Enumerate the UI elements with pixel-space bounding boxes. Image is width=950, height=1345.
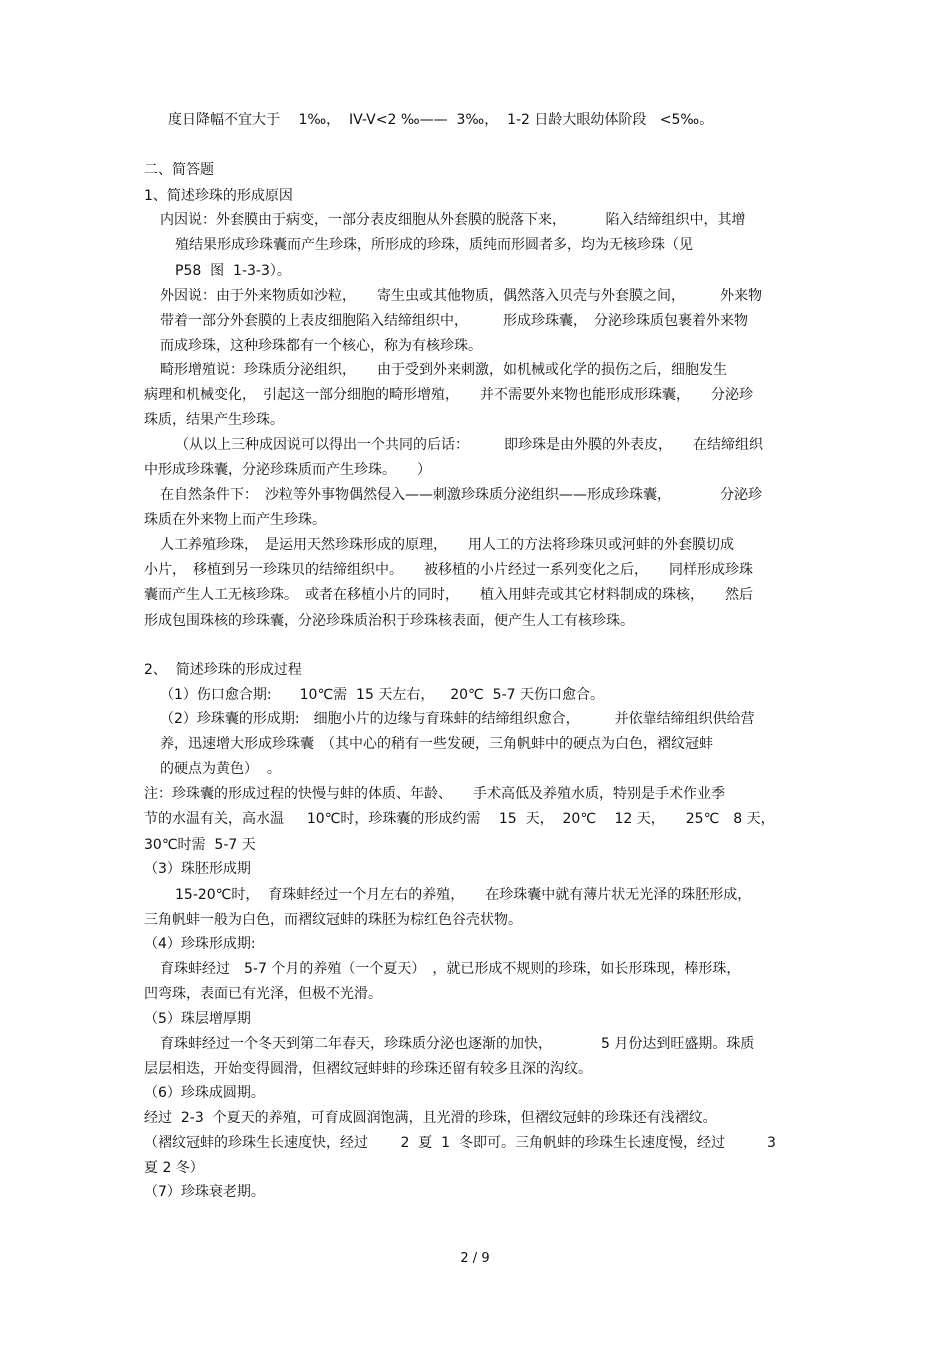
text-line: （1）伤口愈合期: 10℃需 15 天左右， 20℃ 5-7 天伤口愈合。 <box>160 687 604 703</box>
text-line: 30℃时需 5-7 天 <box>144 837 256 853</box>
text-line: 内因说：外套膜由于病变，一部分表皮细胞从外套膜的脱落下来， 陷入结缔组织中，其增 <box>160 212 746 228</box>
text-line: 经过 2-3 个夏天的养殖，可育成圆润饱满，且光滑的珍珠，但褶纹冠蚌的珍珠还有浅褶纹。 <box>144 1110 717 1126</box>
text-line: 层层相迭，开始变得圆滑，但褶纹冠蚌蚌的珍珠还留有较多且深的沟纹。 <box>144 1061 592 1077</box>
text-line: 珠质在外来物上而产生珍珠。 <box>144 512 326 528</box>
text-line: 的硬点为黄色） 。 <box>160 761 281 777</box>
page-number: 2 / 9 <box>460 1251 490 1266</box>
text-line: 殖结果形成珍珠囊而产生珍珠，所形成的珍珠，质纯而形圆者多，均为无核珍珠（见 <box>175 237 693 253</box>
text-line: 珠质，结果产生珍珠。 <box>144 412 284 428</box>
text-line: 畸形增殖说：珍珠质分泌组织， 由于受到外来刺激，如机械或化学的损伤之后，细胞发生 <box>160 362 727 378</box>
text-line: 在自然条件下： 沙粒等外事物偶然侵入——刺激珍珠质分泌组织——形成珍珠囊， 分泌珍 <box>160 487 762 503</box>
text-line: 凹弯珠，表面已有光泽，但极不光滑。 <box>144 986 382 1002</box>
text-line: 育珠蚌经过一个冬天到第二年春天，珍珠质分泌也逐渐的加快， 5 月份达到旺盛期。珠质 <box>160 1036 755 1052</box>
text-line: 病理和机械变化， 引起这一部分细胞的畸形增殖， 并不需要外来物也能形成形珠囊， 分泌珍 <box>144 387 753 403</box>
text-line: 夏 2 冬） <box>144 1160 204 1176</box>
text-line: （褶纹冠蚌的珍珠生长速度快，经过 2 夏 1 冬即可。三角帆蚌的珍珠生长速度慢，经过 3 <box>144 1135 776 1151</box>
text-line: 15-20℃时， 育珠蚌经过一个月左右的养殖， 在珍珠囊中就有薄片状无光泽的珠胚形成， <box>175 887 752 903</box>
text-line: 节的水温有关，高水温 10℃时，珍珠囊的形成约需 15 天， 20℃ 12 天， 25℃ 8 天， <box>144 811 775 827</box>
text-line: 外因说：由于外来物质如沙粒， 寄生虫或其他物质，偶然落入贝壳与外套膜之间， 外来物 <box>160 288 762 304</box>
text-line: 1、简述珍珠的形成原因 <box>144 188 293 204</box>
text-line: 而成珍珠，这种珍珠都有一个核心，称为有核珍珠。 <box>160 338 482 354</box>
text-line: 注：珍珠囊的形成过程的快慢与蚌的体质、年龄、 手术高低及养殖水质，特别是手术作业季 <box>144 786 725 802</box>
text-line: 三角帆蚌一般为白色，而褶纹冠蚌的珠胚为棕红色谷壳状物。 <box>144 912 522 928</box>
text-line: 二、简答题 <box>144 162 214 178</box>
text-line: 2、 简述珍珠的形成过程 <box>144 662 302 678</box>
text-line: P58 图 1-3-3）。 <box>175 263 291 279</box>
text-line: （7）珍珠衰老期。 <box>144 1184 265 1200</box>
text-line: （从以上三种成因说可以得出一个共同的后话： 即珍珠是由外膜的外表皮， 在结缔组织 <box>175 437 763 453</box>
text-line: 人工养殖珍珠， 是运用天然珍珠形成的原理， 用人工的方法将珍珠贝或河蚌的外套膜切成 <box>160 537 734 553</box>
text-line: （2）珍珠囊的形成期: 细胞小片的边缘与育珠蚌的结缔组织愈合， 并依靠结缔组织供给营 <box>160 711 755 727</box>
text-line: 形成包围珠核的珍珠囊，分泌珍珠质治积于珍珠核表面，便产生人工有核珍珠。 <box>144 613 634 629</box>
text-line: 带着一部分外套膜的上表皮细胞陷入结缔组织中， 形成珍珠囊， 分泌珍珠质包裹着外来物 <box>160 313 748 329</box>
text-line: （4）珍珠形成期: <box>144 936 256 952</box>
text-line: 小片， 移植到另一珍珠贝的结缔组织中。 被移植的小片经过一系列变化之后， 同样形成珍珠 <box>144 562 753 578</box>
text-line: （3）珠胚形成期 <box>144 861 251 877</box>
text-line: （5）珠层增厚期 <box>144 1011 251 1027</box>
text-line: 度日降幅不宜大于 1‰， IV-V<2 ‰—— 3‰， 1-2 日龄大眼幼体阶段 <5‰。 <box>168 112 714 128</box>
text-line: 养，迅速增大形成珍珠囊 （其中心的稍有一些发硬，三角帆蚌中的硬点为白色，褶纹冠蚌 <box>160 736 713 752</box>
text-line: 中形成珍珠囊，分泌珍珠质而产生珍珠。 ） <box>144 462 431 478</box>
text-line: 育珠蚌经过 5-7 个月的养殖（一个夏天） ，就已形成不规则的珍珠，如长形珠现，棒形珠， <box>160 961 741 977</box>
text-line: 囊而产生人工无核珍珠。 或者在移植小片的同时， 植入用蚌壳或其它材料制成的珠核， 然后 <box>144 587 753 603</box>
text-line: （6）珍珠成圆期。 <box>144 1085 265 1101</box>
